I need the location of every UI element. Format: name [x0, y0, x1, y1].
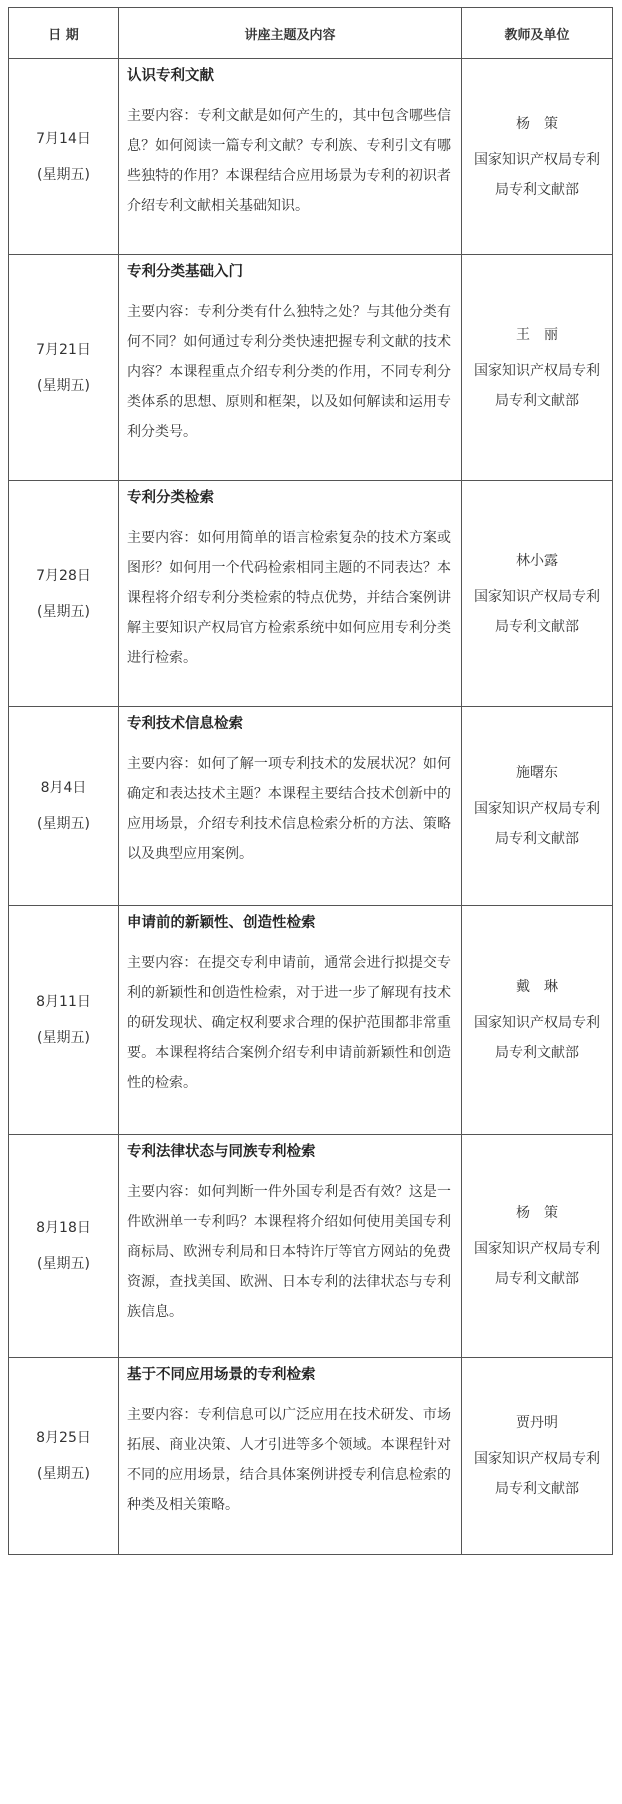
- lecture-description: 主要内容：专利分类有什么独特之处？与其他分类有何不同？如何通过专利分类快速把握专利文献的技术内容？本课程重点介绍专利分类的作用，不同专利分类体系的思想、原则和框架，以及如何解读和运用专利分类号。: [127, 304, 451, 440]
- table-row: [9, 707, 613, 906]
- lecture-description: 主要内容：如何判断一件外国专利是否有效？这是一件欧洲单一专利吗？本课程将介绍如何使用美国专利商标局、欧洲专利局和日本特许厅等官方网站的免费资源，查找美国、欧洲、日本专利的法律状态与专利族信息。: [127, 1184, 451, 1320]
- topic-cell: [119, 1358, 462, 1555]
- lecture-title: 专利法律状态与同族专利检索: [127, 1144, 316, 1160]
- table-row: [9, 1358, 613, 1555]
- date-cell: [9, 906, 119, 1135]
- lecture-date: 8月11日: [36, 994, 91, 1010]
- teacher-unit: 国家知识产权局专利局专利文献部: [474, 362, 600, 409]
- teacher-name: 贾丹明: [516, 1415, 558, 1431]
- table-row: [9, 1135, 613, 1358]
- lecture-description: 主要内容：专利信息可以广泛应用在技术研发、市场拓展、商业决策、人才引进等多个领域。本课程针对不同的应用场景，结合具体案例讲授专利信息检索的种类及相关策略。: [127, 1407, 451, 1513]
- teacher-name: 杨 策: [516, 1205, 558, 1221]
- lecture-description: 主要内容：专利文献是如何产生的，其中包含哪些信息？如何阅读一篇专利文献？专利族、专利引文有哪些独特的作用？本课程结合应用场景为专利的初识者介绍专利文献相关基础知识。: [127, 108, 451, 214]
- lecture-date: 7月28日: [36, 567, 91, 584]
- date-cell: [9, 1358, 119, 1555]
- lecture-date: 8月4日: [40, 780, 87, 796]
- lecture-title: 专利技术信息检索: [127, 716, 243, 732]
- lecture-date: 8月18日: [36, 1220, 91, 1236]
- date-cell: [9, 59, 119, 255]
- teacher-cell: [462, 1135, 613, 1358]
- header-topic: 讲座主题及内容: [119, 8, 462, 59]
- lecture-title: 基于不同应用场景的专利检索: [127, 1367, 316, 1383]
- teacher-name: 林小露: [516, 552, 558, 569]
- date-cell: [9, 481, 119, 707]
- teacher-cell: [462, 906, 613, 1135]
- topic-cell: [119, 707, 462, 906]
- teacher-unit: 国家知识产权局专利局专利文献部: [474, 151, 600, 198]
- lecture-weekday: (星期五): [37, 1466, 90, 1482]
- teacher-cell: [462, 1358, 613, 1555]
- teacher-cell: [462, 481, 613, 707]
- lecture-description: 主要内容：如何用简单的语言检索复杂的技术方案或图形？如何用一个代码检索相同主题的不同表达？本课程将介绍专利分类检索的特点优势，并结合案例讲解主要知识产权局官方检索系统中如何应用专利分类进行检索。: [127, 530, 451, 666]
- lecture-title: 专利分类基础入门: [127, 264, 243, 280]
- teacher-cell: [462, 707, 613, 906]
- lecture-date: 7月21日: [36, 341, 91, 358]
- lecture-date: 8月25日: [36, 1430, 91, 1446]
- topic-cell: [119, 481, 462, 707]
- table-row: [9, 906, 613, 1135]
- teacher-name: 施曙东: [516, 765, 558, 781]
- date-cell: [9, 1135, 119, 1358]
- teacher-cell: [462, 59, 613, 255]
- date-cell: [9, 255, 119, 481]
- table-row: [9, 255, 613, 481]
- table-row: [9, 59, 613, 255]
- lecture-weekday: (星期五): [37, 603, 90, 620]
- teacher-unit: 国家知识产权局专利局专利文献部: [474, 801, 600, 847]
- lecture-weekday: (星期五): [37, 1256, 90, 1272]
- schedule-table: [8, 7, 613, 1555]
- lecture-title: 专利分类检索: [127, 490, 214, 506]
- table-row: [9, 481, 613, 707]
- teacher-unit: 国家知识产权局专利局专利文献部: [474, 1241, 600, 1287]
- topic-cell: [119, 255, 462, 481]
- lecture-title: 申请前的新颖性、创造性检索: [127, 915, 316, 931]
- topic-cell: [119, 906, 462, 1135]
- topic-cell: [119, 59, 462, 255]
- teacher-cell: [462, 255, 613, 481]
- lecture-weekday: (星期五): [37, 1030, 90, 1046]
- header-teacher: 教师及单位: [462, 8, 613, 59]
- lecture-title: 认识专利文献: [127, 68, 214, 84]
- teacher-unit: 国家知识产权局专利局专利文献部: [474, 1451, 600, 1497]
- teacher-unit: 国家知识产权局专利局专利文献部: [474, 1015, 600, 1061]
- lecture-weekday: (星期五): [37, 377, 90, 394]
- teacher-unit: 国家知识产权局专利局专利文献部: [474, 588, 600, 635]
- lecture-description: 主要内容：在提交专利申请前，通常会进行拟提交专利的新颖性和创造性检索，对于进一步了解现有技术的研发现状、确定权利要求合理的保护范围都非常重要。本课程将结合案例介绍专利申请前新颖性和创造性的检索。: [127, 955, 451, 1091]
- lecture-description: 主要内容：如何了解一项专利技术的发展状况？如何确定和表达技术主题？本课程主要结合技术创新中的应用场景，介绍专利技术信息检索分析的方法、策略以及典型应用案例。: [127, 756, 451, 862]
- date-cell: [9, 707, 119, 906]
- teacher-name: 戴 琳: [516, 979, 558, 995]
- lecture-weekday: (星期五): [37, 166, 90, 183]
- topic-cell: [119, 1135, 462, 1358]
- header-date: 日 期: [9, 8, 119, 59]
- teacher-name: 王 丽: [516, 326, 558, 343]
- lecture-weekday: (星期五): [37, 816, 90, 832]
- teacher-name: 杨 策: [516, 115, 558, 132]
- table-header-row: [9, 8, 613, 59]
- lecture-date: 7月14日: [36, 130, 91, 147]
